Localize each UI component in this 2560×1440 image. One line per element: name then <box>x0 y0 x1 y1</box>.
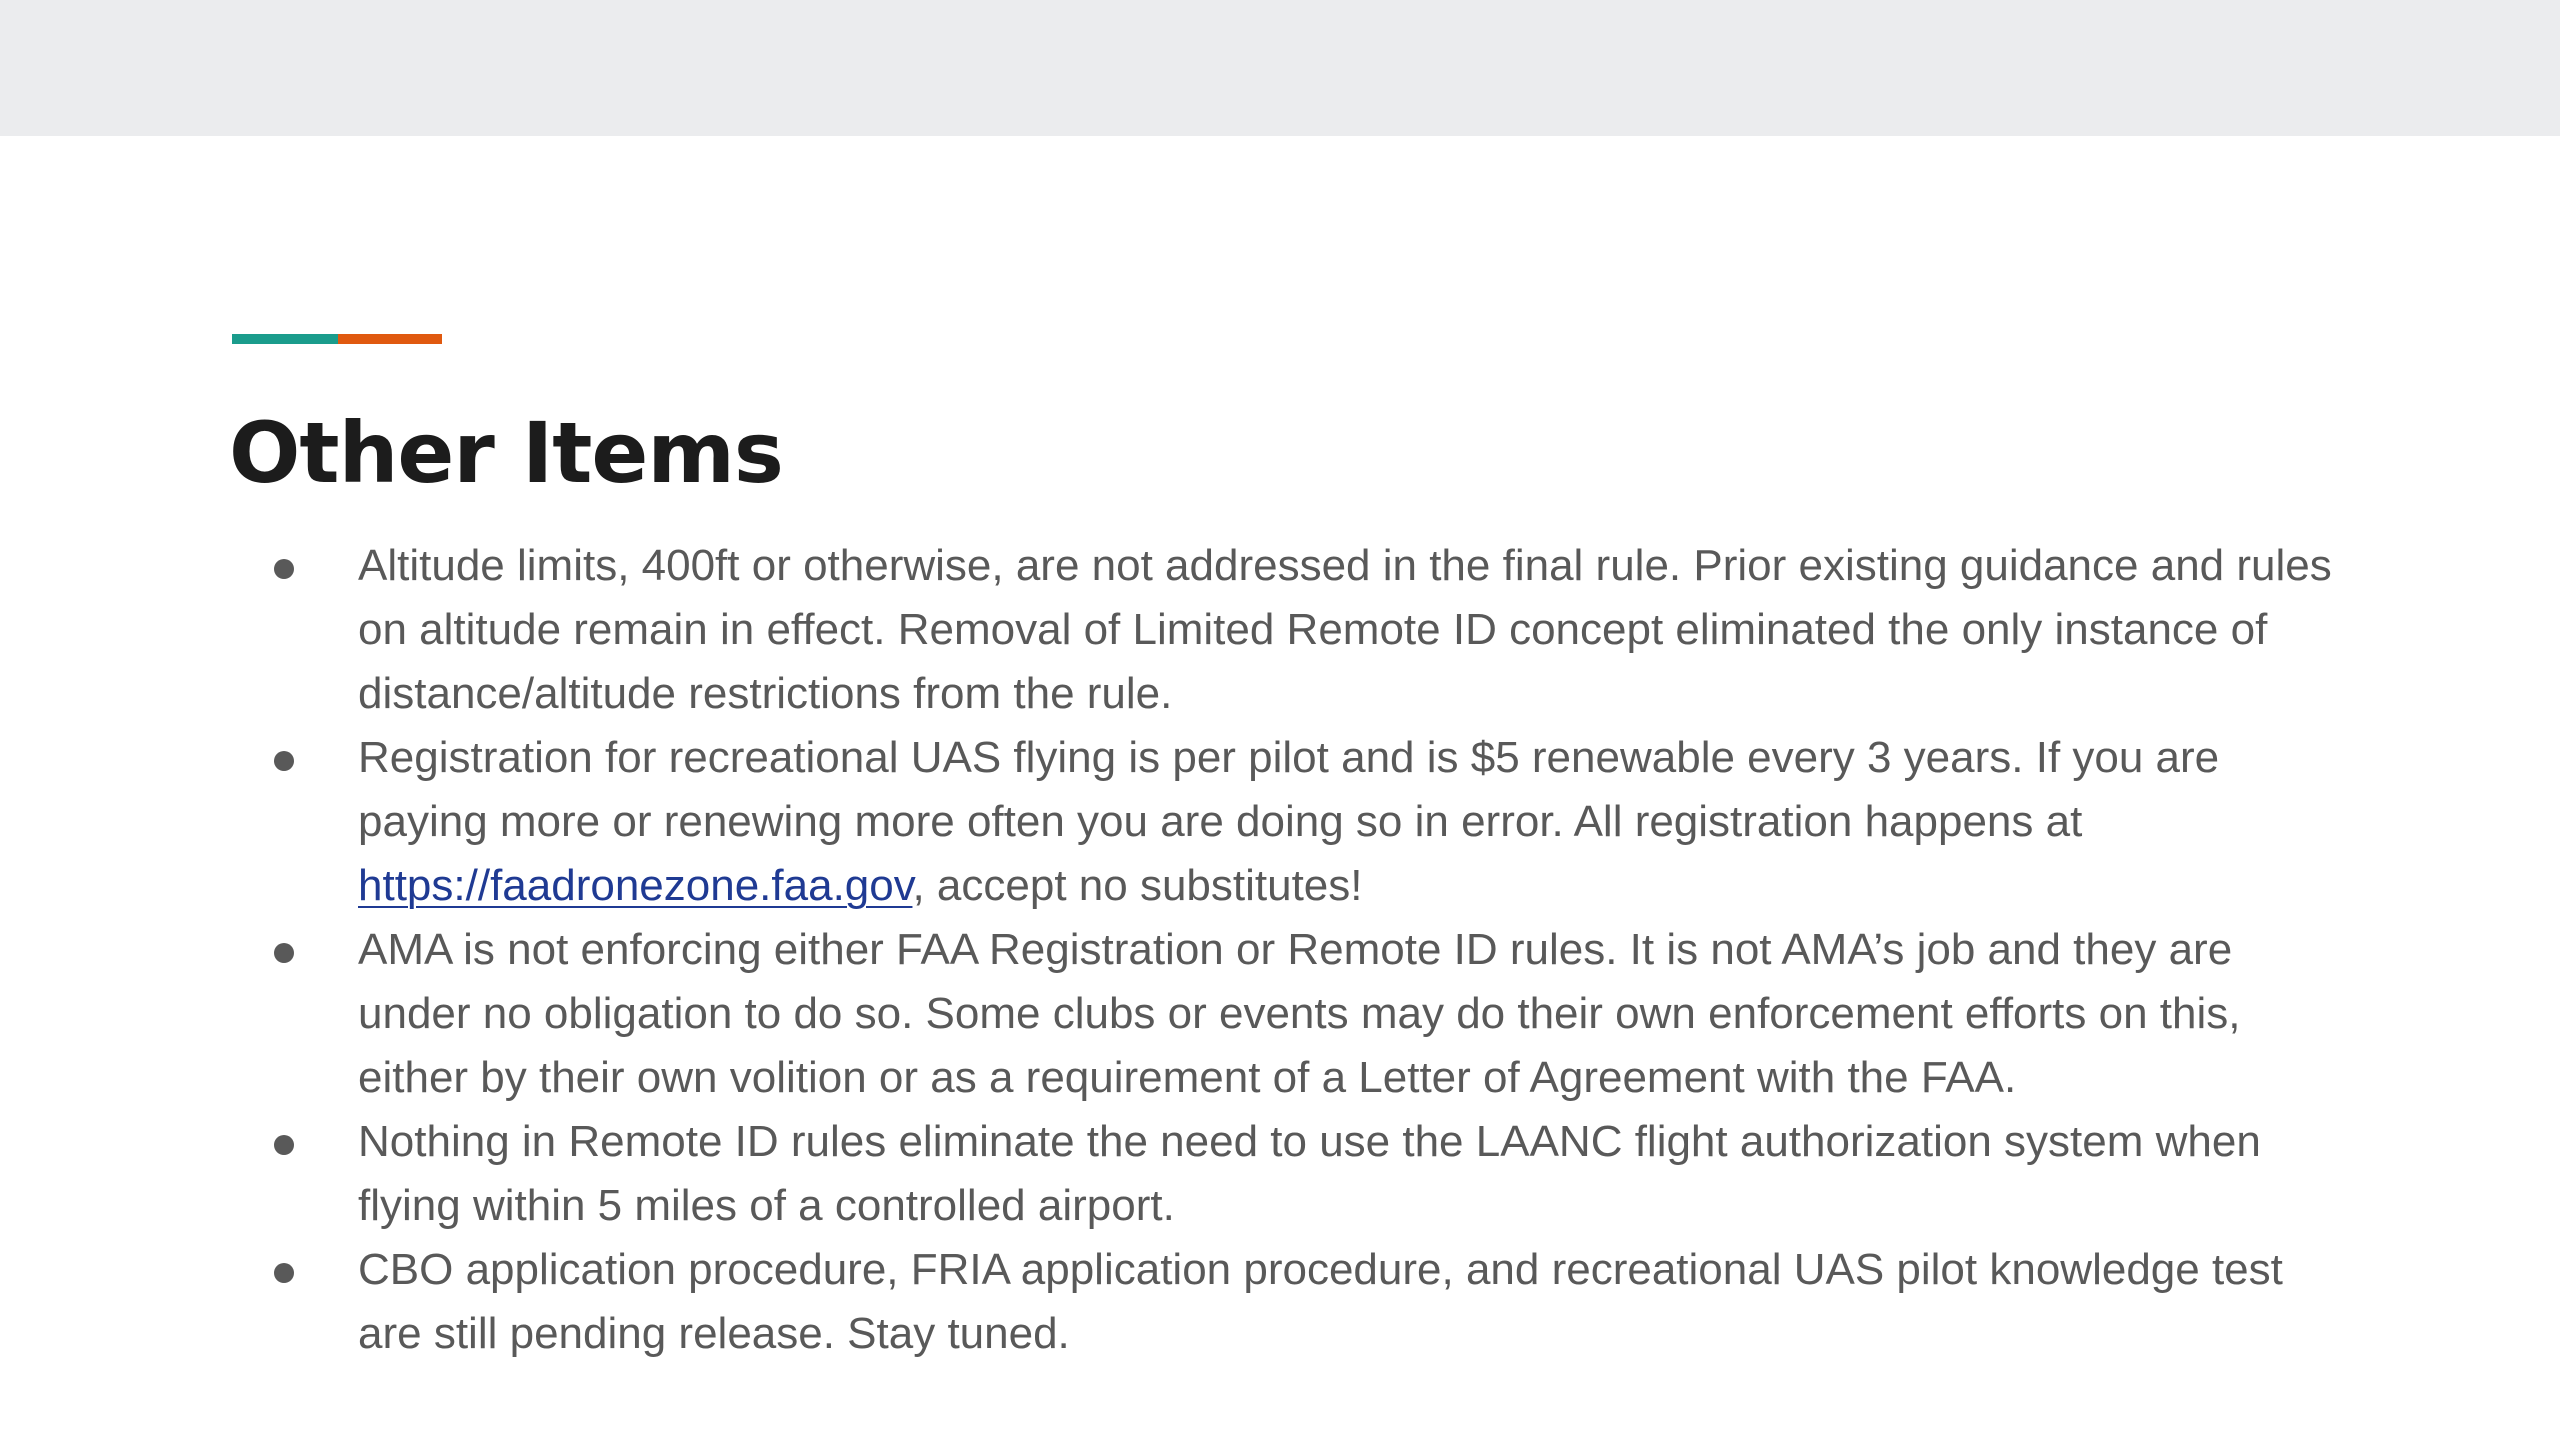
title-accent-bar <box>232 334 442 344</box>
slide-title: Other Items <box>229 404 783 502</box>
bullet-item <box>270 918 2350 1110</box>
top-bar <box>0 0 2560 136</box>
bullet-item <box>270 726 2350 918</box>
bullet-text: AMA is not enforcing either FAA Registration or Remote ID rules. It is not AMA’s job and they are under no obligation to do so. Some clubs or events may do their own enforcement efforts on this, either by their own volition or as a requirement of a Letter of Agreement with the FAA. <box>358 925 2241 1102</box>
bullet-text: CBO application procedure, FRIA application procedure, and recreational UAS pilot knowledge test are still pending release. Stay tuned. <box>358 1245 2283 1358</box>
bullet-text: Nothing in Remote ID rules eliminate the need to use the LAANC flight authorization system when flying within 5 miles of a controlled airport. <box>358 1117 2261 1230</box>
bullet-item <box>270 534 2350 726</box>
bullet-text-before-link: Registration for recreational UAS flying is per pilot and is $5 renewable every 3 years. If you are paying more or renewing more often you are doing so in error. All registration happens at <box>358 733 2220 846</box>
accent-teal-segment <box>232 334 338 344</box>
bullet-dot-icon <box>274 1135 294 1155</box>
bullet-dot-icon <box>274 943 294 963</box>
accent-orange-segment <box>338 334 442 344</box>
bullet-dot-icon <box>274 1263 294 1283</box>
bullet-list <box>270 534 2350 1366</box>
bullet-text-after-link: , accept no substitutes! <box>912 861 1363 910</box>
bullet-text: Altitude limits, 400ft or otherwise, are not addressed in the final rule. Prior existing guidance and rules on altitude remain in effect. Removal of Limited Remote ID concept eliminated the only instance of distance/altitude restrictions from the rule. <box>358 541 2332 718</box>
bullet-item <box>270 1110 2350 1238</box>
bullet-item <box>270 1238 2350 1366</box>
registration-link[interactable]: https://faadronezone.faa.gov <box>358 861 913 910</box>
bullet-dot-icon <box>274 559 294 579</box>
bullet-dot-icon <box>274 751 294 771</box>
